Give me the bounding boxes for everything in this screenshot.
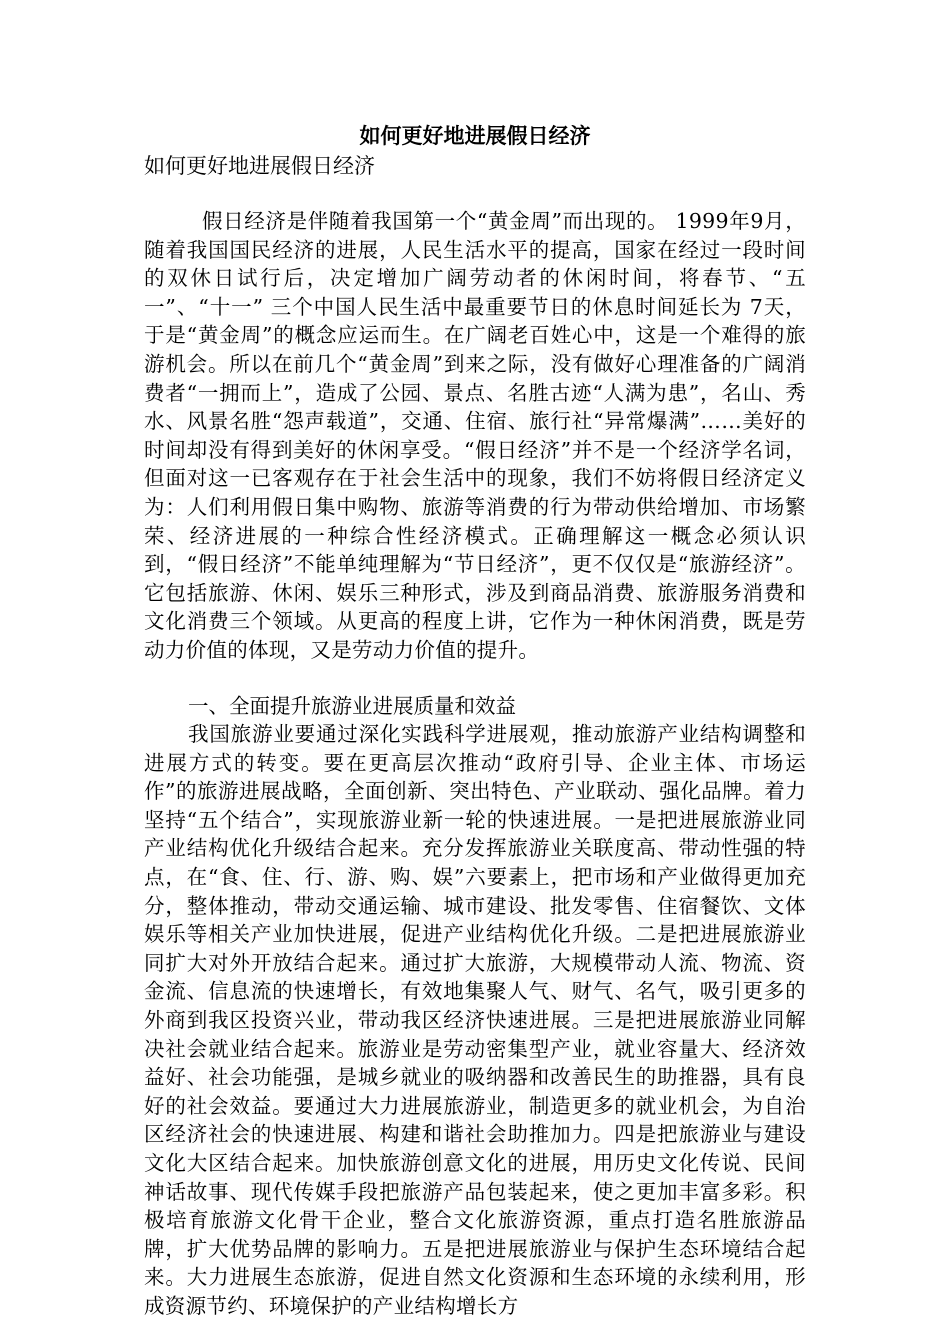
document-page bbox=[144, 120, 806, 1321]
paragraph-tourism: 我国旅游业要通过深化实践科学进展观，推动旅游产业结构调整和进展方式的转变。要在更高层次推动“政府引导、企业主体、市场运作”的旅游进展战略，全面创新、突出特色、产业联动、强化品牌。着力坚持“五个结合”，实现旅游业新一轮的快速进展。一是把进展旅游业同产业结构优化升级结合起来。充分发挥旅游业关联度高、带动性强的特点，在“食、住、行、游、购、娱”六要素上，把市场和产业做得更加充分，整体推动，带动交通运输、城市建设、批发零售、住宿餐饮、文体娱乐等相关产业加快进展，促进产业结构优化升级。二是把进展旅游业同扩大对外开放结合起来。通过扩大旅游，大规模带动人流、物流、资金流、信息流的快速增长，有效地集聚人气、财气、名气，吸引更多的外商到我区投资兴业，带动我区经济快速进展。三是把进展旅游业同解决社会就业结合起来。旅游业是劳动密集型产业，就业容量大、经济效益好、社会功能强，是城乡就业的吸纳器和改善民生的助推器，具有良好的社会效益。要通过大力进展旅游业，制造更多的就业机会，为自治区经济社会的快速进展、构建和谐社会助推加力。四是把旅游业与建设文化大区结合起来。加快旅游创意文化的进展，用历史文化传说、民间神话故事、现代传媒手段把旅游产品包装起来，使之更加丰富多彩。积极培育旅游文化骨干企业，整合文化旅游资源，重点打造名胜旅游品牌，扩大优势品牌的影响力。五是把进展旅游业与保护生态环境结合起来。大力进展生态旅游，促进自然文化资源和生态环境的永续利用，形成资源节约、环境保护的产业结构增长方 bbox=[144, 722, 806, 1318]
section-heading: 一、全面提升旅游业进展质量和效益 bbox=[188, 693, 516, 718]
blank-line bbox=[144, 180, 806, 207]
document-subtitle: 如何更好地进展假日经济 bbox=[144, 154, 375, 178]
document-title: 如何更好地进展假日经济 bbox=[359, 123, 591, 148]
paragraph-intro: 假日经济是伴随着我国第一个“黄金周”而出现的。 1999年9月，随着我国国民经济的进展，人民生活水平的提高，国家在经过一段时间的双休日试行后，决定增加广阔劳动者的休闲时间，将春节、“五一”、“十一” 三个中国人民生活中最重要节日的休息时间延长为 7天，于是“黄金周”的概念应运而生。在广阔老百姓心中，这是一个难得的旅游机会。所以在前几个“黄金周”到来之际，没有做好心理准备的广阔消费者“一拥而上”，造成了公园、景点、名胜古迹“人满为患”，名山、秀水、风景名胜“怨声载道”，交通、住宿、旅行社“异常爆满”……美好的时间却没有得到美好的休闲享受。“假日经济”并不是一个经济学名词，但面对这一已客观存在于社会生活中的现象，我们不妨将假日经济定义为：人们利用假日集中购物、旅游等消费的行为带动供给增加、市场繁荣、经济进展的一种综合性经济模式。正确理解这一概念必须认识到，“假日经济”不能单纯理解为“节日经济”，更不仅仅是“旅游经济”。它包括旅游、休闲、娱乐三种形式，涉及到商品消费、旅游服务消费和文化消费三个领域。从更高的程度上讲，它作为一种休闲消费，既是劳动力价值的体现，又是劳动力价值的提升。 bbox=[144, 209, 806, 662]
blank-line bbox=[144, 665, 806, 692]
